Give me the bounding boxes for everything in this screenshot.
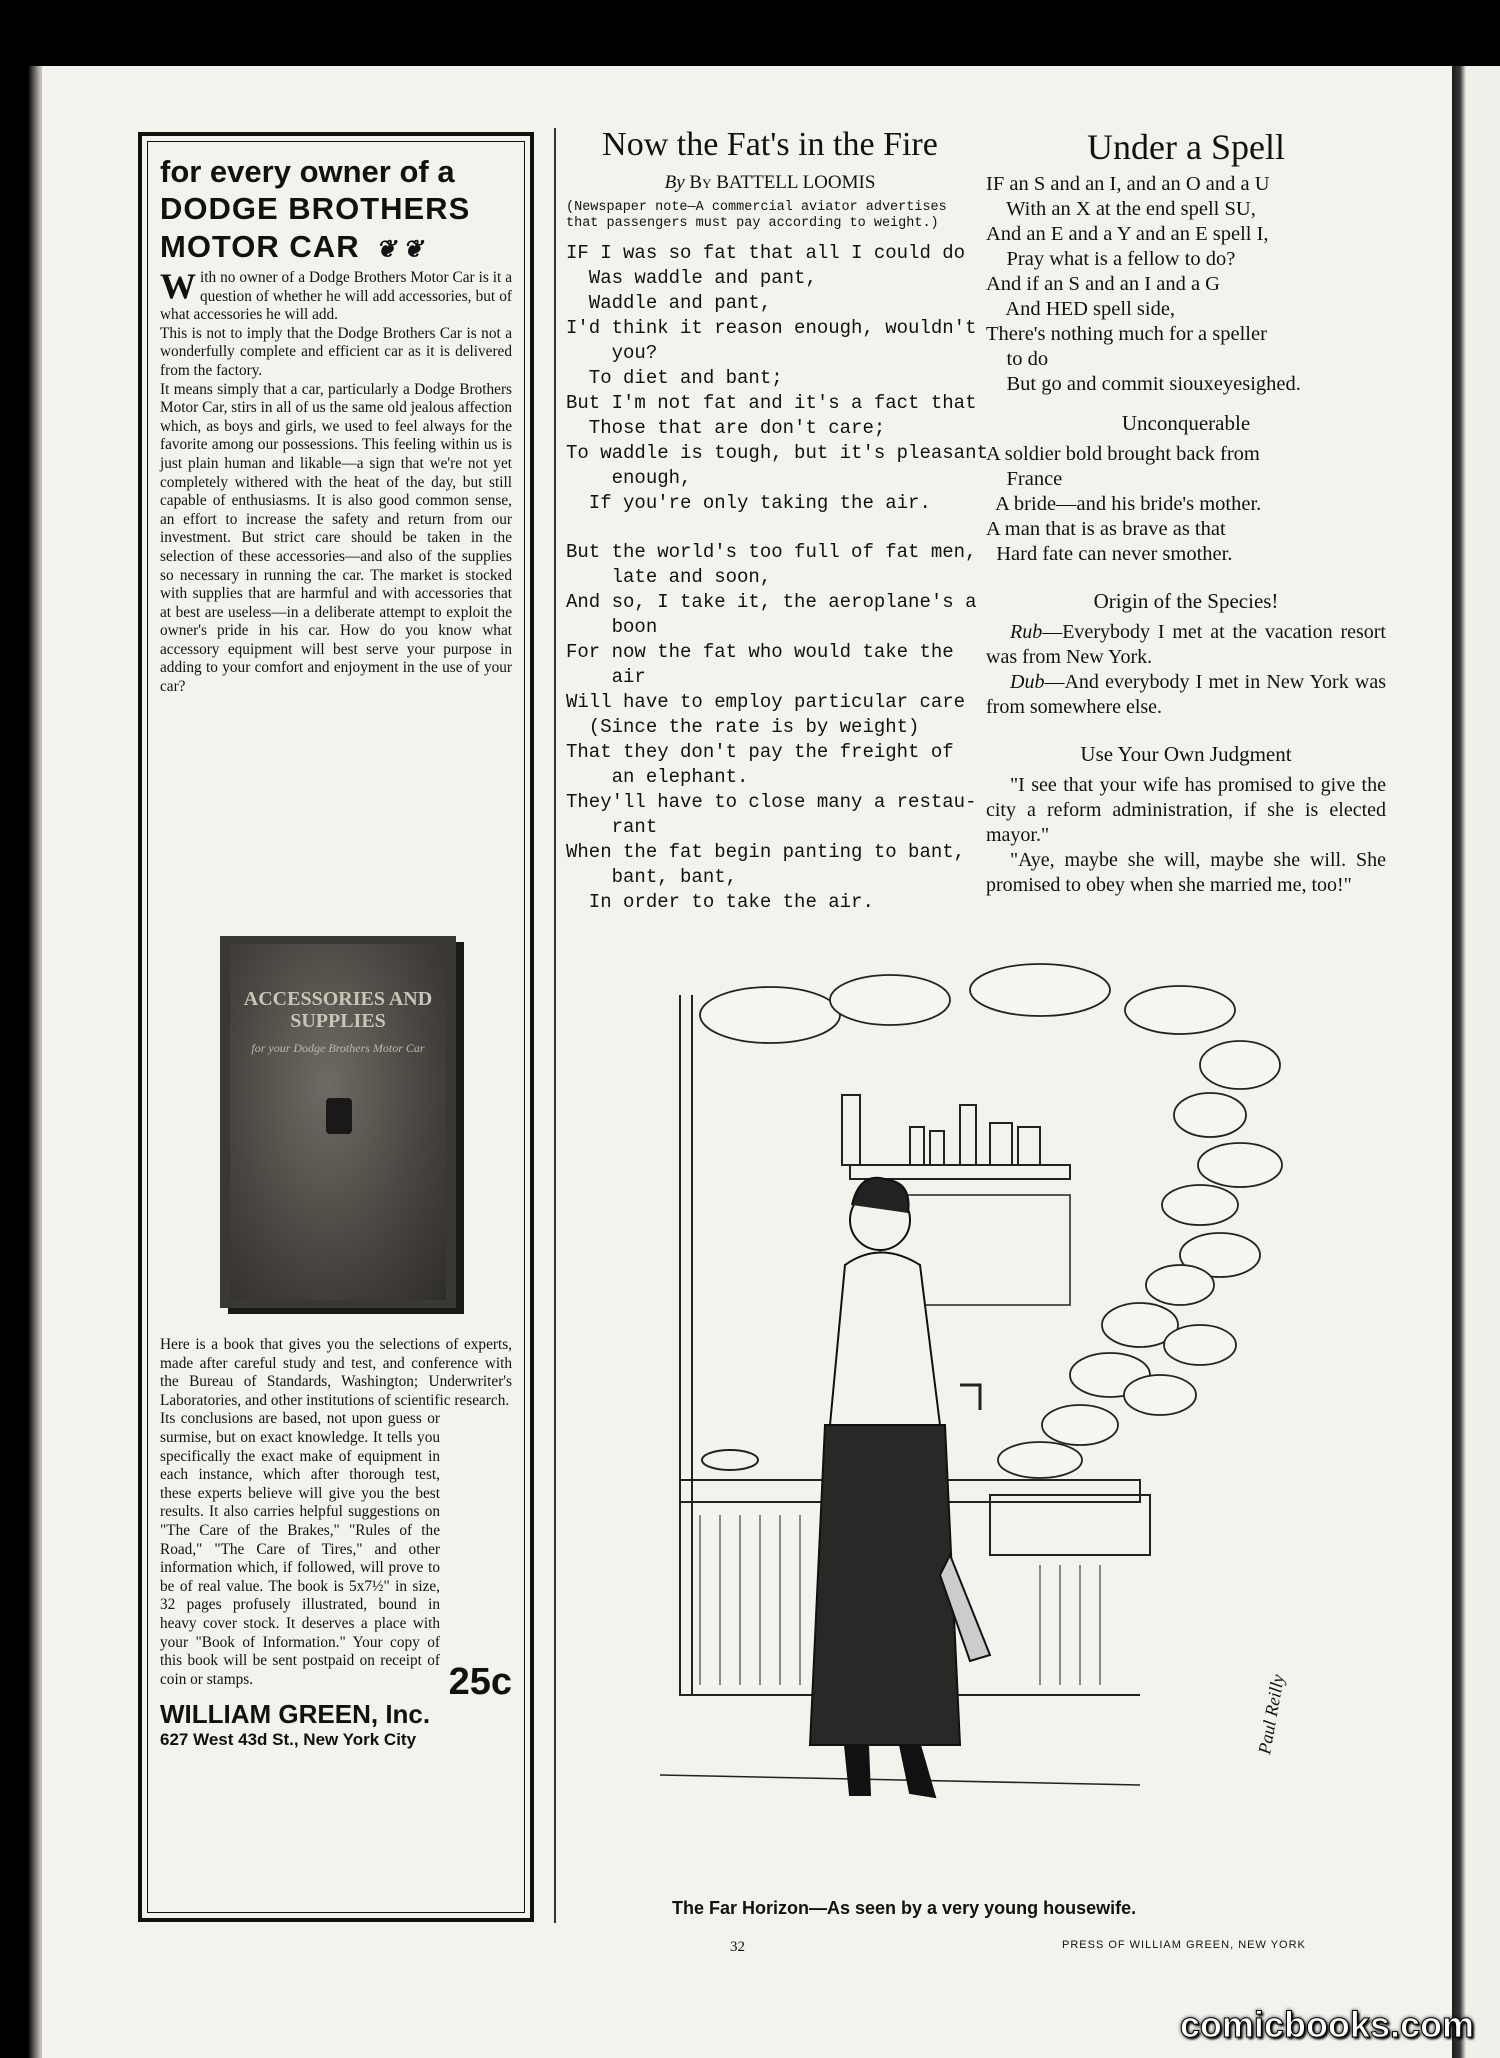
ad-firm-name: WILLIAM GREEN, Inc. <box>160 1699 431 1730</box>
dish-6 <box>1146 1265 1214 1305</box>
woman-skirt <box>810 1425 960 1745</box>
poem-fat-author: By BATTELL LOOMIS <box>689 172 876 193</box>
joke-judgment-line2: "Aye, maybe she will, maybe she will. She promised to obey when she married me, too!" <box>986 849 1386 896</box>
cloud-1 <box>700 987 840 1043</box>
woman-blouse <box>830 1253 940 1426</box>
woman-foot-right <box>900 1745 935 1797</box>
page-number: 32 <box>730 1939 745 1955</box>
ornament-icon: ❦ ❦ <box>369 236 423 263</box>
press-imprint: PRESS OF WILLIAM GREEN, NEW YORK <box>1062 1939 1306 1951</box>
floor-line <box>660 1775 1140 1785</box>
illustration-caption: The Far Horizon—As seen by a very young housewife. <box>672 1898 1137 1918</box>
dish-1 <box>1200 1041 1280 1089</box>
ad-paragraph-1: ith no owner of a Dodge Brothers Motor Car is it a question of whether he will add accessories, but of what accessories he will add. <box>160 269 512 324</box>
ad-heading-line3-wrap <box>160 228 512 269</box>
joke-origin-rub <box>986 620 1386 670</box>
faucet <box>960 1385 980 1410</box>
sink-basin <box>990 1495 1150 1555</box>
book-subtitle: for your Dodge Brothers Motor Car <box>251 1041 425 1055</box>
ad-text-top <box>160 154 512 697</box>
ad-paragraph-2: This is not to imply that the Dodge Brothers Car is not a wonderfully complete and efficient car as it is delivered from the factory. <box>160 324 512 379</box>
ad-paragraph-5: Its conclusions are based, not upon guess or surmise, but on exact knowledge. It tells you specifically the exact make of equipment in each instance, which after thorough test, these experts believe will give you the best results. It also carries helpful suggestions on "The Care of the Brakes," "Rules of the Road," "The Care of Tires," and other information which, if followed, will prove to be of real value. The book is 5x7½" in size, 32 pages profusely illustrated, bound in heavy cover stock. It deserves a place with your "Book of Information." Your copy of this book will be sent postpaid on receipt of coin or stamps. <box>160 1410 440 1688</box>
jar-4 <box>1018 1127 1040 1165</box>
poem-spell-text: IF an S and an I, and an O and a U With an X at the end spell SU, And an E and a Y and an E spell I, Pray what is a fellow to do? And if an S and an I and a G And HED spell side, There's nothing much for a speller to do But go and commit siouxeyesighed. <box>986 173 1301 395</box>
ad-paragraph-4: Here is a book that gives you the selections of experts, made after careful study and test, and conference with the Bureau of Standards, Washington; Underwriter's Laboratories, and other institutions of scientific research. <box>160 1336 512 1409</box>
poem-spell-title: Under a Spell <box>1087 127 1285 167</box>
ad-heading-line3: MOTOR CAR <box>160 229 360 264</box>
ad-text-bottom <box>160 1336 512 1751</box>
watermark-logo: comicbooks.com <box>1179 2004 1474 2045</box>
ad-heading-line1: for every owner of a <box>160 154 455 189</box>
dub-text: —And everybody I met in New York was from somewhere else. <box>986 671 1386 718</box>
poem-fat-byline: By By BATTELL LOOMIS <box>664 172 876 193</box>
dish-2 <box>1174 1093 1246 1137</box>
book-cover <box>230 944 446 1300</box>
book-title: ACCESSORIES AND SUPPLIES <box>243 988 433 1032</box>
dish-10 <box>1124 1375 1196 1415</box>
book-cover-image <box>220 936 456 1308</box>
joke-origin-dub <box>986 670 1386 720</box>
ad-paragraph-3: It means simply that a car, particularly a Dodge Brothers Motor Car, stirs in all of us the same old jealous affection which, as boys and girls, we used to feel always for the favorite among our possessions. This feeling within us is just plain human and likable—a sign that we're not yet completely withered with the heat of the day, but still capable of enthusiasms. It is also good common sense, an effort to increase the safety and return from our investment. But strict care should be taken in the selection of these accessories—and also of the supplies so necessary in running the car. The market is stocked with supplies that are harmful and with accessories that at best are useless—in a deliberate attempt to exploit the owner's pride in his car. How do you know what accessory equipment will best serve your purpose in adding to your comfort and enjoyment in the use of your car? <box>160 380 512 696</box>
next-page-edge <box>1452 66 1500 2058</box>
poem-fat-stanza-2: But the world's too full of fat men, late and soon, And so, I take it, the aeroplane's a boon For now the fat who would take the air Will have to employ particular care (Since the rate is by weight) That they don't pay the freight of an elephant. They'll have to close many a restau- rant When the fat begin panting to bant, bant, bant, In order to take the air. <box>566 541 977 913</box>
poem-fat-column <box>566 126 988 915</box>
ad-heading-line2: DODGE BROTHERS <box>160 191 471 226</box>
shelf <box>850 1165 1070 1179</box>
jar-2 <box>930 1131 944 1165</box>
joke-judgment-title: Use Your Own Judgment <box>1080 742 1292 766</box>
ad-dropcap: W <box>160 266 196 306</box>
bottle-1 <box>960 1105 976 1165</box>
ad-price: 25c <box>448 1660 512 1703</box>
dish-11 <box>1042 1405 1118 1445</box>
ad-address: 627 West 43d St., New York City <box>160 1730 417 1750</box>
poem-unconquerable-text: A soldier bold brought back from France A bride—and his bride's mother. A man that is as brave as that Hard fate can never smother. <box>986 443 1262 565</box>
book-emblem-icon <box>326 1098 352 1134</box>
woman-foot-left <box>845 1745 870 1795</box>
bottle-2 <box>842 1095 860 1165</box>
dish-3 <box>1198 1143 1282 1187</box>
jar-1 <box>910 1127 924 1165</box>
ad-body-top <box>160 266 512 697</box>
cloud-4 <box>1125 986 1235 1034</box>
housewife-figure <box>810 1178 990 1797</box>
right-column <box>986 126 1386 898</box>
rub-label: Rub <box>1010 621 1043 643</box>
poem-fat-note: (Newspaper note—A commercial aviator advertises that passengers must pay according to weight.) <box>566 200 947 231</box>
dish-8 <box>1164 1325 1236 1365</box>
dub-label: Dub <box>1010 671 1045 693</box>
dish-4 <box>1162 1185 1238 1225</box>
poem-fat-stanza-1: IF I was so fat that all I could do Was waddle and pant, Waddle and pant, I'd think it reason enough, wouldn't you? To diet and bant; But I'm not fat and it's a fact that Those that are don't care; To waddle is tough, but it's pleasant enough, If you're only taking the air. <box>566 242 988 514</box>
poem-fat-title: Now the Fat's in the Fire <box>602 126 938 163</box>
column-rule <box>554 128 556 1923</box>
housewife-illustration <box>620 955 1360 1835</box>
jar-3 <box>990 1123 1012 1165</box>
joke-judgment-line1: "I see that your wife has promised to give the city a reform administration, if she is elected mayor." <box>986 774 1386 846</box>
cloud-2 <box>830 975 950 1025</box>
ad-paragraph-5-wrap <box>160 1410 512 1703</box>
joke-origin-title: Origin of the Species! <box>1093 589 1279 613</box>
dodge-accessories-ad <box>138 132 534 1922</box>
poem-unconquerable-title: Unconquerable <box>1121 411 1251 435</box>
cloud-3 <box>970 964 1110 1016</box>
artist-signature: Paul Reilly <box>1254 1672 1288 1756</box>
flying-dishes <box>700 964 1282 1478</box>
bowl <box>702 1450 758 1470</box>
dish-12 <box>998 1442 1082 1478</box>
rub-text: —Everybody I met at the vacation resort was from New York. <box>986 621 1386 668</box>
